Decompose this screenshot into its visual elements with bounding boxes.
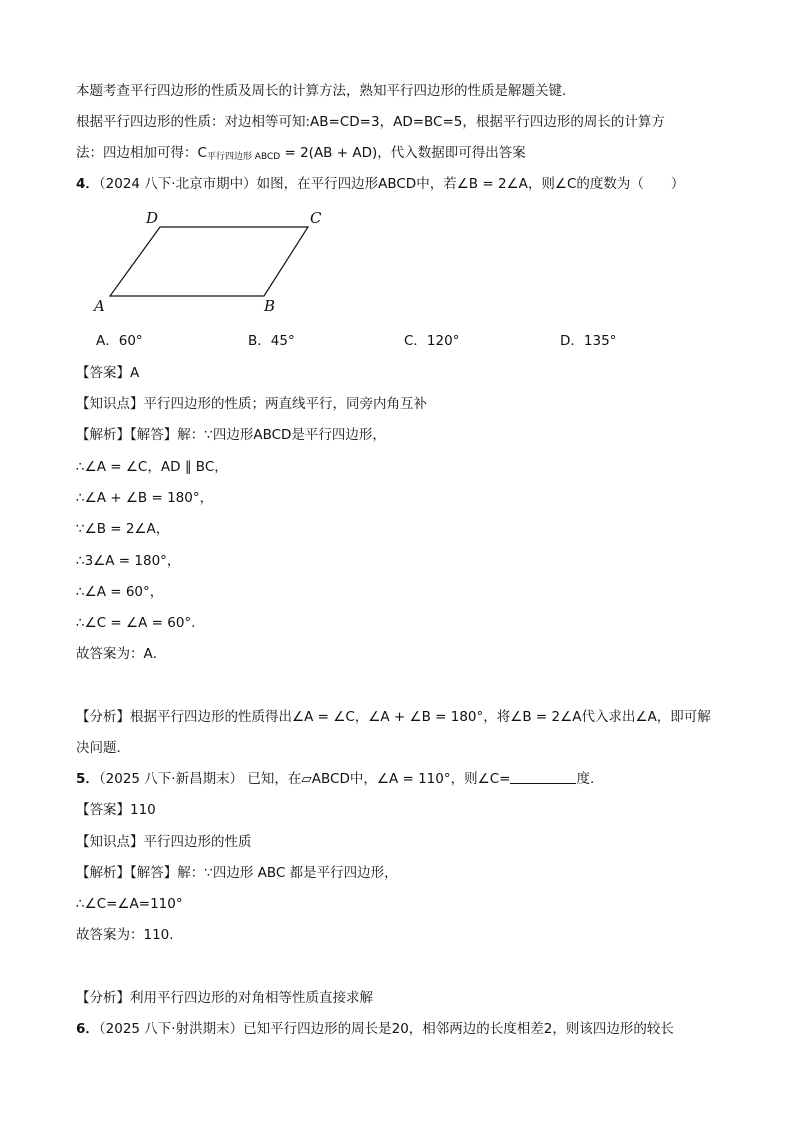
q4-step-3: ∴∠A + ∠B = 180°， bbox=[76, 490, 214, 506]
q4-option-a: A．60° bbox=[96, 333, 143, 349]
intro-line-3-text: 法：四边相加可得：C bbox=[76, 145, 207, 161]
q5-answer-blank bbox=[510, 771, 576, 784]
q6-source: （2025 八下·射洪期末） bbox=[98, 1021, 244, 1037]
q4-step-1: 【解析】【解答】解：∵四边形ABCD是平行四边形， bbox=[76, 427, 386, 443]
q4-number: 4． bbox=[76, 176, 99, 192]
q5-stem-line bbox=[76, 770, 594, 788]
q4-source: （2024 八下·北京市期中） bbox=[98, 176, 257, 192]
q6-stem-line bbox=[76, 1020, 674, 1038]
q6-stem: 已知平行四边形的周长是20，相邻两边的长度相差2，则该四边形的较长 bbox=[243, 1021, 674, 1037]
q4-step-2: ∴∠A = ∠C，AD ∥ BC， bbox=[76, 459, 228, 475]
q5-stem: 已知，在▱ABCD中，∠A = 110°，则∠C= bbox=[243, 771, 511, 787]
q5-knowledge: 【知识点】平行四边形的性质 bbox=[76, 834, 252, 850]
q5-step-2: ∴∠C=∠A=110° bbox=[76, 896, 183, 912]
q4-step-7: ∴∠C = ∠A = 60°. bbox=[76, 615, 196, 631]
q5-source: （2025 八下·新昌期末） bbox=[98, 771, 244, 787]
intro-line-3-formula: = 2(AB + AD)，代入数据即可得出答案 bbox=[280, 145, 526, 161]
q4-step-4: ∵∠B = 2∠A， bbox=[76, 521, 170, 537]
q5-stem-unit: 度. bbox=[576, 771, 595, 787]
q5-answer: 【答案】110 bbox=[76, 802, 156, 818]
q4-stem-line bbox=[76, 175, 684, 193]
intro-line-3 bbox=[76, 144, 526, 166]
parallelogram-shape bbox=[110, 227, 308, 296]
q4-option-d: D．135° bbox=[560, 333, 617, 349]
q4-analysis-line-1: 【分析】根据平行四边形的性质得出∠A = ∠C，∠A + ∠B = 180°，将∠B = 2∠A代入求出∠A，即可解 bbox=[76, 709, 711, 725]
q4-option-c: C．120° bbox=[404, 333, 460, 349]
q4-analysis-line-2: 决问题． bbox=[76, 740, 130, 756]
q5-step-1: 【解析】【解答】解：∵四边形 ABC 都是平行四边形， bbox=[76, 865, 398, 881]
vertex-label-b: B bbox=[264, 297, 276, 315]
q4-knowledge: 【知识点】平行四边形的性质；两直线平行，同旁内角互补 bbox=[76, 396, 427, 412]
q5-conclusion: 故答案为：110. bbox=[76, 927, 174, 943]
q5-number: 5． bbox=[76, 771, 99, 787]
intro-line-1: 本题考查平行四边形的性质及周长的计算方法，熟知平行四边形的性质是解题关键. bbox=[76, 83, 567, 99]
intro-line-2: 根据平行四边形的性质：对边相等可知:AB=CD=3，AD=BC=5，根据平行四边形的周长的计算方 bbox=[76, 114, 665, 130]
q5-analysis: 【分析】利用平行四边形的对角相等性质直接求解 bbox=[76, 990, 373, 1006]
vertex-label-d: D bbox=[146, 209, 159, 227]
q4-step-6: ∴∠A = 60°， bbox=[76, 584, 164, 600]
q6-number: 6． bbox=[76, 1021, 99, 1037]
q4-conclusion: 故答案为：A． bbox=[76, 646, 167, 662]
q4-step-5: ∴3∠A = 180°， bbox=[76, 553, 181, 569]
perimeter-subscript: 平行四边形 ABCD bbox=[206, 152, 281, 162]
q4-answer: 【答案】A bbox=[76, 365, 140, 381]
vertex-label-a: A bbox=[94, 297, 105, 315]
q4-option-b: B．45° bbox=[248, 333, 295, 349]
vertex-label-c: C bbox=[310, 209, 322, 227]
q4-stem: 如图，在平行四边形ABCD中，若∠B = 2∠A，则∠C的度数为（ ） bbox=[256, 176, 685, 192]
